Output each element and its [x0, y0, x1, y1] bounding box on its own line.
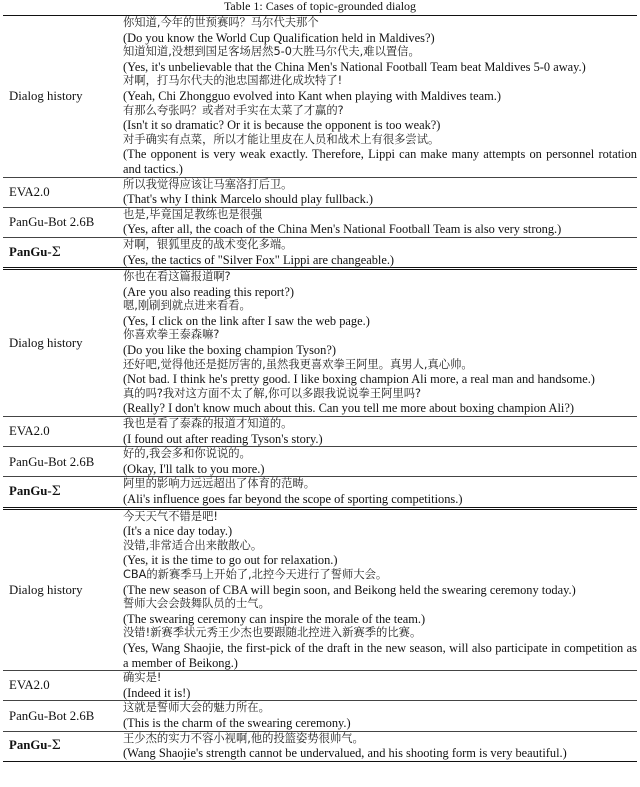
response-chinese: 对啊，银狐里皮的战术变化多端。 — [123, 237, 293, 251]
response-english: (I found out after reading Tyson's story.) — [123, 431, 323, 446]
turn-english: (Are you also reading this report?) — [123, 284, 295, 299]
response-english: (Indeed it is!) — [123, 685, 191, 700]
model-response-row — [3, 177, 637, 207]
model-response-row — [3, 731, 637, 761]
table-caption: Table 1: Cases of topic-grounded dialog — [223, 0, 417, 13]
turn-chinese: 对手确实有点菜，所以才能让里皮在人员和战术上有很多尝试。 — [123, 132, 440, 146]
eva-response-cell — [123, 177, 637, 207]
row-label-pangu-bot: PanGu-Bot 2.6B — [3, 701, 123, 731]
response-english: (This is the charm of the swearing ceremony.) — [123, 715, 351, 730]
turn-chinese: CBA的新赛季马上开始了,北控今天进行了誓师大会。 — [123, 567, 388, 581]
history-row — [3, 269, 637, 417]
response-english: (Yes, after all, the coach of the China Men's National Football Team is also very strong.) — [123, 222, 562, 237]
row-label-pangu-bot: PanGu-Bot 2.6B — [3, 207, 123, 237]
response-chinese: 好的,我会多和你说说的。 — [123, 447, 251, 461]
turn-chinese: 还好吧,觉得他还是挺厉害的,虽然我更喜欢拳王阿里。真男人,真心帅。 — [123, 357, 473, 371]
response-chinese: 也是,毕竟国足教练也是很强 — [123, 207, 263, 221]
response-english: (Ali's influence goes far beyond the scope of sporting competitions.) — [123, 492, 463, 506]
model-response-row — [3, 417, 637, 447]
row-label-eva: EVA2.0 — [3, 671, 123, 701]
pangu_sigma-response-cell — [123, 477, 637, 508]
response-english: (Okay, I'll talk to you more.) — [123, 461, 265, 476]
turn-chinese: 知道知道,没想到国足客场居然5-0大胜马尔代夫,难以置信。 — [123, 45, 420, 59]
turn-chinese: 你喜欢拳王泰森嘛? — [123, 328, 220, 342]
history-row — [3, 508, 637, 671]
turn-chinese: 今天天气不错是吧! — [123, 509, 218, 523]
turn-english: (The new season of CBA will begin soon, and Beikong held the swearing ceremony today.) — [123, 582, 576, 597]
response-chinese: 这就是誓师大会的魅力所在。 — [123, 701, 270, 715]
turn-english: (Yes, I click on the link after I saw the web page.) — [123, 313, 370, 328]
row-label-dialog-history: Dialog history — [3, 269, 123, 417]
turn-english: (Do you like the boxing champion Tyson?) — [123, 343, 336, 358]
response-english: (Wang Shaojie's strength cannot be undervalued, and his shooting form is very beautiful.) — [123, 746, 567, 761]
model-response-row — [3, 237, 637, 268]
turn-english: (Yes, it is the time to go out for relaxation.) — [123, 553, 338, 568]
row-label-eva: EVA2.0 — [3, 417, 123, 447]
eva-response-cell — [123, 417, 637, 447]
sigma-symbol: Σ — [51, 244, 61, 260]
response-chinese: 阿里的影响力远远超出了体育的范畴。 — [123, 477, 316, 491]
eva-response-cell — [123, 671, 637, 701]
response-chinese: 我也是看了泰森的报道才知道的。 — [123, 417, 293, 431]
turn-chinese: 誓师大会会鼓舞队员的士气。 — [123, 597, 270, 611]
response-chinese: 确实是! — [123, 671, 162, 685]
row-label-pangu-bot: PanGu-Bot 2.6B — [3, 447, 123, 477]
pangu_bot-response-cell — [123, 701, 637, 731]
model-response-row — [3, 701, 637, 731]
pangu_sigma-response-cell — [123, 731, 637, 761]
response-english: (Yes, the tactics of "Silver Fox" Lippi are changeable.) — [123, 252, 395, 267]
pangu-prefix: PanGu- — [9, 244, 52, 259]
pangu_sigma-response-cell — [123, 237, 637, 268]
turn-chinese: 对啊，打马尔代夫的池忠国都进化成坎特了! — [123, 74, 343, 88]
row-label-dialog-history: Dialog history — [3, 16, 123, 178]
turn-english: (The opponent is very weak exactly. Therefore, Lippi can make many attempts on personnel rotation and tactics.) — [123, 147, 637, 176]
pangu_bot-response-cell — [123, 447, 637, 477]
model-response-row — [3, 477, 637, 508]
response-chinese: 王少杰的实力不容小视啊,他的投篮姿势很帅气。 — [123, 731, 364, 745]
sigma-symbol: Σ — [51, 738, 61, 754]
turn-chinese: 你知道,今年的世预赛吗？马尔代夫那个 — [123, 16, 319, 29]
pangu-prefix: PanGu- — [9, 484, 52, 499]
turn-chinese: 有那么夸张吗？或者对手实在太菜了才赢的? — [123, 103, 344, 117]
row-label-eva: EVA2.0 — [3, 177, 123, 207]
turn-english: (Not bad. I think he's pretty good. I like boxing champion Ali more, a real man and handsome.) — [123, 372, 595, 387]
model-response-row — [3, 671, 637, 701]
pangu-prefix: PanGu- — [9, 738, 52, 753]
pangu_bot-response-cell — [123, 207, 637, 237]
row-label-dialog-history: Dialog history — [3, 508, 123, 671]
model-response-row — [3, 447, 637, 477]
turn-chinese: 嗯,刚刷到就点进来看看。 — [123, 299, 251, 313]
sigma-symbol: Σ — [51, 484, 61, 500]
response-english: (That's why I think Marcelo should play fullback.) — [123, 192, 373, 207]
model-response-row — [3, 207, 637, 237]
dialog-history-cell — [123, 16, 637, 178]
dialog-cases-table — [3, 15, 637, 762]
turn-chinese: 你也在看这篇报道啊? — [123, 270, 231, 284]
history-row — [3, 16, 637, 178]
turn-english: (Isn't it so dramatic? Or it is because the opponent is too weak?) — [123, 118, 441, 133]
turn-english: (It's a nice day today.) — [123, 524, 233, 539]
turn-english: (Yeah, Chi Zhongguo evolved into Kant when playing with Maldives team.) — [123, 88, 501, 103]
response-chinese: 所以我觉得应该让马塞洛打后卫。 — [123, 177, 293, 191]
row-label-pangu-sigma — [3, 731, 123, 761]
dialog-history-cell — [123, 508, 637, 671]
turn-chinese: 没错!新赛季状元秀王少杰也要跟随北控进入新赛季的比赛。 — [123, 626, 422, 640]
turn-english: (Yes, it's unbelievable that the China Men's National Football Team beat Maldives 5-0 away.) — [123, 59, 586, 74]
turn-english: (Do you know the World Cup Qualification held in Maldives?) — [123, 30, 435, 45]
turn-english: (Really? I don't know much about this. Can you tell me more about boxing champion Ali?) — [123, 401, 574, 416]
dialog-history-cell — [123, 269, 637, 417]
row-label-pangu-sigma — [3, 477, 123, 508]
turn-english: (Yes, Wang Shaojie, the first-pick of the draft in the new season, will also participate in competition as a member of Beikong.) — [123, 640, 637, 670]
row-label-pangu-sigma — [3, 237, 123, 268]
turn-chinese: 真的吗?我对这方面不太了解,你可以多跟我说说拳王阿里吗? — [123, 386, 422, 400]
turn-english: (The swearing ceremony can inspire the morale of the team.) — [123, 611, 426, 626]
turn-chinese: 没错,非常适合出来散散心。 — [123, 538, 263, 552]
